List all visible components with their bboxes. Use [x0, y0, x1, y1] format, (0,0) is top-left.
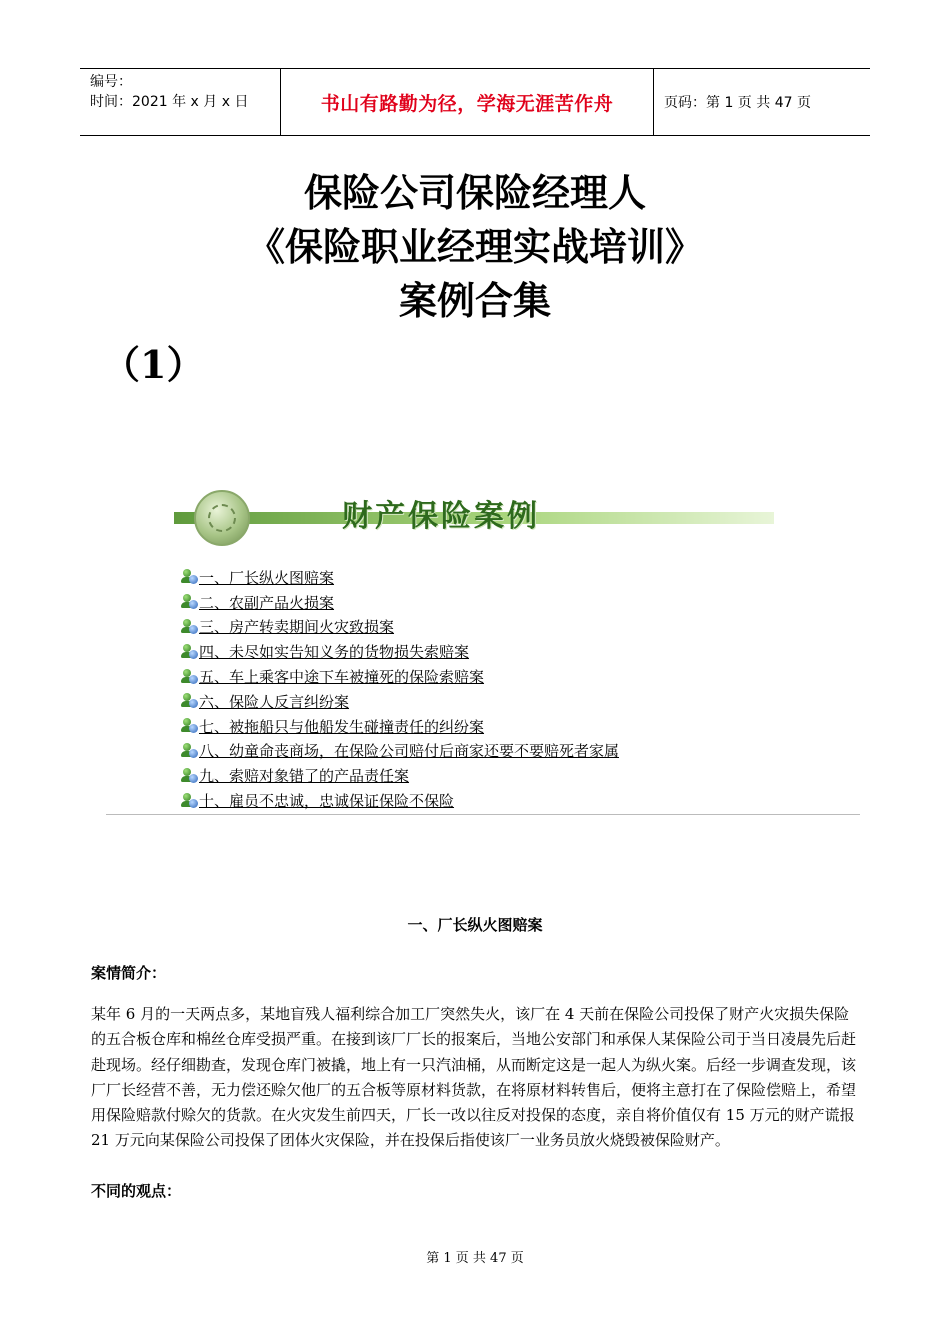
- banner-title: 财产保险案例: [342, 499, 540, 534]
- views-heading: 不同的观点：: [91, 1182, 182, 1200]
- toc-link[interactable]: 七、被拖船只与他船发生碰撞责任的纠纷案: [199, 717, 485, 736]
- number-label: 编号：: [90, 74, 132, 90]
- title-line-3: 案例合集: [398, 278, 551, 323]
- toc-item[interactable]: [180, 714, 619, 739]
- toc-link[interactable]: 八、幼童命丧商场，在保险公司赔付后商家还要不要赔死者家属: [199, 742, 620, 761]
- toc-item[interactable]: [180, 565, 619, 590]
- toc-link[interactable]: 六、保险人反言纠纷案: [199, 692, 350, 711]
- toc-link[interactable]: 一、厂长纵火图赔案: [199, 568, 335, 587]
- user-globe-icon: [180, 593, 198, 611]
- time-label: 时间：2021 年 x 月 x 日: [90, 94, 249, 110]
- toc-item[interactable]: [180, 763, 619, 788]
- table-of-contents: [180, 565, 619, 813]
- header-page-info: 页码：第 1 页 共 47 页: [664, 95, 811, 111]
- section-title: 一、厂长纵火图赔案: [407, 916, 543, 934]
- toc-item[interactable]: [180, 615, 619, 640]
- toc-link[interactable]: 二、农副产品火损案: [199, 593, 335, 612]
- user-globe-icon: [180, 742, 198, 760]
- toc-link[interactable]: 五、车上乘客中途下车被撞死的保险索赔案: [199, 668, 485, 687]
- title-line-2: 《保险职业经理实战培训》: [246, 224, 703, 269]
- coin-emblem-icon: [194, 490, 250, 546]
- page-footer: 第 1 页 共 47 页: [426, 1251, 524, 1266]
- user-globe-icon: [180, 692, 198, 710]
- toc-item[interactable]: [180, 664, 619, 689]
- toc-item[interactable]: [180, 739, 619, 764]
- user-globe-icon: [180, 668, 198, 686]
- case-heading: 案情简介：: [91, 964, 167, 982]
- toc-item[interactable]: [180, 590, 619, 615]
- toc-link[interactable]: 十、雇员不忠诚，忠诚保证保险不保险: [199, 792, 455, 811]
- header-meta: [80, 69, 280, 135]
- document-header: [80, 68, 870, 136]
- user-globe-icon: [180, 568, 198, 586]
- header-motto: 书山有路勤为径，学海无涯苦作舟: [280, 69, 654, 135]
- user-globe-icon: [180, 618, 198, 636]
- user-globe-icon: [180, 643, 198, 661]
- user-globe-icon: [180, 792, 198, 810]
- toc-item[interactable]: [180, 788, 619, 813]
- toc-item[interactable]: [180, 689, 619, 714]
- user-globe-icon: [180, 767, 198, 785]
- toc-item[interactable]: [180, 639, 619, 664]
- case-paragraph: 某年 6 月的一天两点多，某地盲残人福利综合加工厂突然失火，该厂在 4 天前在保险公司投保了财产火灾损失保险的五合板仓库和棉丝仓库受损严重。在接到该厂厂长的报案后，当地公安部门和承保人某保险公司于当日凌晨先后赶赴现场。经仔细勘查，发现仓库门被撬，地上有一只汽油桶，从而断定这是一起人为纵火案。后经一步调查发现，该厂厂长经营不善，无力偿还赊欠他厂的五合板等原材料货款，在将原材料转售后，便将主意打在了保险偿赔上，希望用保险赔款付赊欠的货款。在火灾发生前四天，厂长一改以往反对投保的态度，亲自将价值仅有 15 万元的财产谎报 21 万元向某保险公司投保了团体火灾保险，并在投保后指使该厂一业务员放火烧毁被保险财产。: [91, 1005, 857, 1150]
- toc-link[interactable]: 九、索赔对象错了的产品责任案: [199, 767, 410, 786]
- volume-number: （1）: [102, 342, 205, 387]
- title-line-1: 保险公司保险经理人: [303, 170, 646, 215]
- toc-link[interactable]: 三、房产转卖期间火灾致损案: [199, 618, 395, 637]
- toc-link[interactable]: 四、未尽如实告知义务的货物损失索赔案: [199, 643, 470, 662]
- divider: [106, 814, 860, 815]
- section-banner: [174, 488, 774, 548]
- user-globe-icon: [180, 717, 198, 735]
